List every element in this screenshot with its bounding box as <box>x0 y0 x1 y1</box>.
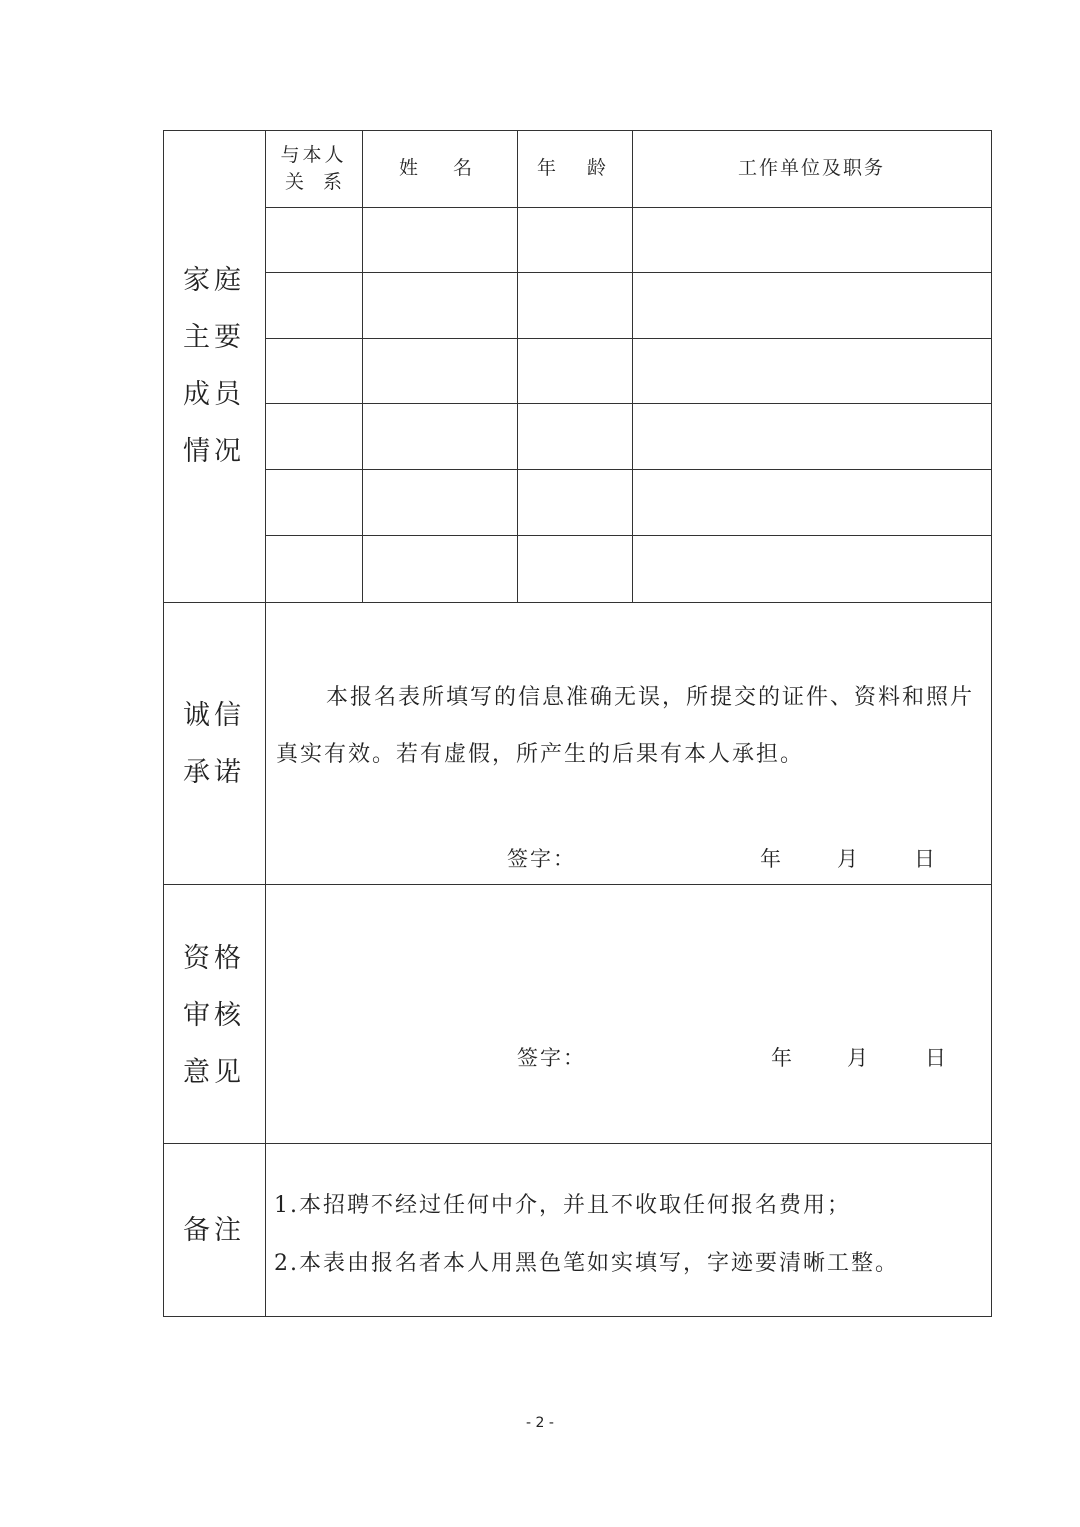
family-row-6-relation[interactable] <box>266 536 362 602</box>
review-label-line: 资格 <box>183 943 245 974</box>
family-label-line: 成员 <box>183 379 245 410</box>
relation-header-line2: 关 系 <box>284 171 342 193</box>
note-item-1: 1.本招聘不经过任何中介，并且不收取任何报名费用； <box>274 1193 851 1218</box>
family-label-line: 情况 <box>183 436 245 467</box>
name-header: 姓 名 <box>398 157 480 179</box>
review-date-month: 月 <box>847 1046 870 1070</box>
pledge-signature-label: 签字： <box>507 847 576 871</box>
family-row-4-relation[interactable] <box>266 404 362 469</box>
pledge-date-day: 日 <box>914 847 937 871</box>
family-section-label <box>164 252 264 480</box>
family-row-1-relation[interactable] <box>266 208 362 272</box>
family-row-5-work[interactable] <box>633 470 991 535</box>
review-date-year: 年 <box>771 1046 794 1070</box>
pledge-date-year: 年 <box>760 847 783 871</box>
note-item-2: 2.本表由报名者本人用黑色笔如实填写，字迹要清晰工整。 <box>274 1251 899 1276</box>
page-number: - 2 - <box>526 1415 554 1431</box>
family-row-2-name[interactable] <box>363 273 517 338</box>
family-row-5-age[interactable] <box>518 470 632 535</box>
review-signature-field[interactable] <box>584 1036 754 1070</box>
family-row-6-name[interactable] <box>363 536 517 602</box>
family-row-3-relation[interactable] <box>266 339 362 403</box>
notes-section-label: 备注 <box>183 1215 245 1246</box>
family-row-1-age[interactable] <box>518 208 632 272</box>
registration-form-table <box>163 130 992 1317</box>
review-label-line: 意见 <box>183 1057 245 1088</box>
family-row-1-name[interactable] <box>363 208 517 272</box>
review-label-line: 审核 <box>183 1000 245 1031</box>
pledge-signature-field[interactable] <box>574 837 744 871</box>
pledge-section-label <box>164 687 264 801</box>
family-row-3-name[interactable] <box>363 339 517 403</box>
pledge-statement-text: 本报名表所填写的信息准确无误，所提交的证件、资料和照片真实有效。若有虚假，所产生的后果有本人承担。 <box>276 685 975 767</box>
family-row-3-work[interactable] <box>633 339 991 403</box>
family-row-3-age[interactable] <box>518 339 632 403</box>
review-opinion-field[interactable] <box>266 885 991 1025</box>
family-row-2-work[interactable] <box>633 273 991 338</box>
family-label-line: 主要 <box>183 322 245 353</box>
family-row-6-age[interactable] <box>518 536 632 602</box>
review-date-day: 日 <box>925 1046 948 1070</box>
family-row-2-relation[interactable] <box>266 273 362 338</box>
review-section-bottom <box>164 1143 991 1144</box>
family-section-bottom <box>164 602 991 603</box>
pledge-statement <box>276 669 986 783</box>
family-row-4-age[interactable] <box>518 404 632 469</box>
review-section-label <box>164 930 264 1101</box>
age-header: 年 龄 <box>536 157 612 179</box>
relation-header <box>265 142 362 196</box>
family-row-2-age[interactable] <box>518 273 632 338</box>
family-row-4-work[interactable] <box>633 404 991 469</box>
family-row-5-relation[interactable] <box>266 470 362 535</box>
family-label-line: 家庭 <box>183 265 245 296</box>
family-row-4-name[interactable] <box>363 404 517 469</box>
review-signature-label: 签字： <box>517 1046 586 1070</box>
family-row-1-work[interactable] <box>633 208 991 272</box>
family-row-5-name[interactable] <box>363 470 517 535</box>
pledge-label-line: 承诺 <box>183 757 245 788</box>
family-row-6-work[interactable] <box>633 536 991 602</box>
work-header: 工作单位及职务 <box>737 157 885 179</box>
pledge-label-line: 诚信 <box>183 700 245 731</box>
pledge-date-month: 月 <box>837 847 860 871</box>
relation-header-line1: 与本人 <box>280 144 347 166</box>
